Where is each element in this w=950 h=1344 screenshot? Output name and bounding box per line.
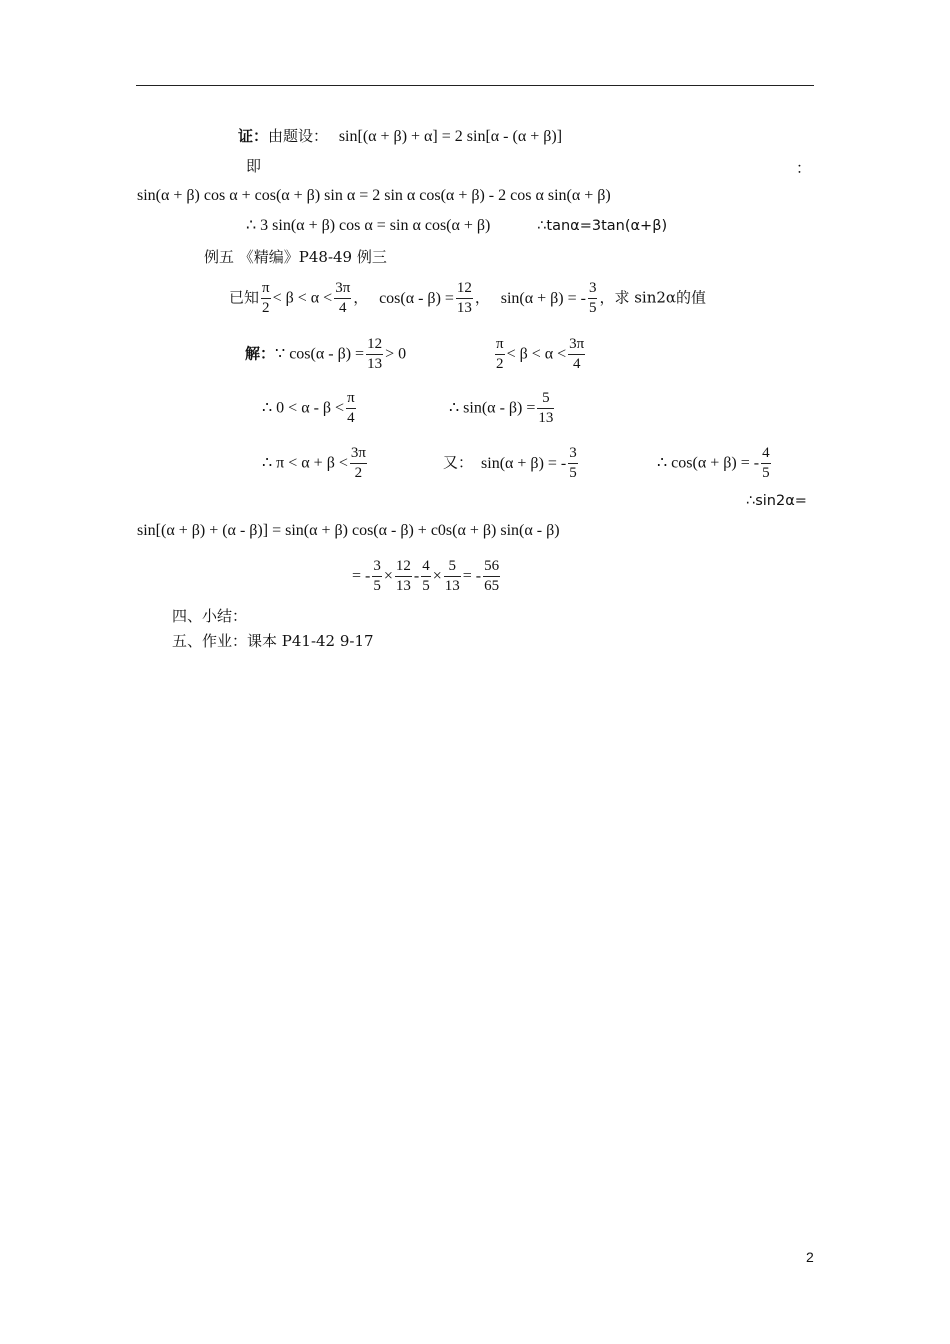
solution-line-2a: ∴ 0 < α - β < $\frac{\pi}{4}$ [262,390,355,426]
fraction-12-over-13: $\frac{12}{13}$ [395,558,411,594]
fraction-3pi-over-4: $\frac{3\pi}{4}$ [335,280,351,316]
solution-range: $\frac{\pi}{2}$ < β < α < $\frac{3\pi}{4}$ [496,336,585,372]
fraction-4-over-5: $\frac{4}{5}$ [422,558,430,594]
proof-colon: ： [796,159,812,177]
solution-because: ∵ cos(α - β) = [275,345,365,363]
proof-line-4 [246,215,667,236]
fraction-3-over-5: $\frac{3}{5}$ [569,445,577,481]
solution-line-3b: 又： sin(α + β) = - $\frac{3}{5}$ [443,445,577,481]
fraction-12-over-13: $\frac{12}{13}$ [367,336,383,372]
header-rule [136,85,814,86]
given-prefix: 已知 [229,288,260,307]
solution-line-3a: ∴ π < α + β < $\frac{3\pi}{2}$ [262,445,366,481]
example-title: 例五 《精编》P48-49 例三 [204,248,387,266]
fraction-pi-over-4: $\frac{\pi}{4}$ [347,390,355,426]
fraction-5-over-13: $\frac{5}{13}$ [444,558,460,594]
homework-line: 五、作业：课本 P41-42 9-17 [172,632,374,650]
solution-sin2a: ∴sin2α= [746,493,807,509]
solution-result: = - $\frac{3}{5}$ × $\frac{12}{13}$ - $\frac{4}{5}$ × $\frac{5}{13}$ = - $\frac{56}{65}$ [352,558,500,594]
solution-line-2b: ∴ sin(α - β) = $\frac{5}{13}$ [449,390,554,426]
solution-line-1 [245,335,406,374]
solution-gt-zero: > 0 [385,345,407,363]
proof-line-1 [238,126,562,147]
solution-expansion: sin[(α + β) + (α - β)] = sin(α + β) cos(α - β) + c0s(α + β) sin(α - β) [137,522,560,539]
fraction-4-over-5: $\frac{4}{5}$ [762,445,770,481]
proof-intro: 由题设： [268,127,329,145]
fraction-pi-over-2: $\frac{\pi}{2}$ [496,336,504,372]
proof-equation-2: sin(α + β) cos α + cos(α + β) sin α = 2 sin α cos(α + β) - 2 cos α sin(α + β) [137,187,611,204]
proof-ji: 即 [246,157,262,175]
given-cos: cos(α - β) = [379,289,454,307]
example-given: 已知 $\frac{\pi}{2}$ < β < α < $\frac{3\pi}{4}$ ， cos(α - β) = $\frac{12}{13}$ ， sin(α + β) = - $\frac{3}{5}$ ，求 sin2α的值 [229,280,707,316]
fraction-12-over-13: $\frac{12}{13}$ [456,280,472,316]
proof-equation-3: ∴ 3 sin(α + β) cos α = sin α cos(α + β) [246,217,491,234]
proof-equation-1: sin[(α + β) + α] = 2 sin[α - (α + β)] [338,128,563,145]
fraction-3-over-5: $\frac{3}{5}$ [588,280,597,316]
given-question: ，求 sin2α的值 [599,288,707,307]
fraction-pi-over-2: $\frac{\pi}{2}$ [262,280,270,316]
solution-label: 解： [245,344,276,363]
given-inequality: < β < α < [272,289,333,307]
summary-heading: 四、小结： [172,607,248,625]
proof-equation-tan: ∴tanα=3tan(α+β) [537,218,668,234]
fraction-56-over-65: $\frac{56}{65}$ [484,558,500,594]
fraction-3pi-over-2: $\frac{3\pi}{2}$ [350,445,366,481]
given-sin: sin(α + β) = - [500,289,586,307]
solution-line-3c: ∴ cos(α + β) = - $\frac{4}{5}$ [657,445,770,481]
fraction-5-over-13: $\frac{5}{13}$ [538,390,554,426]
proof-label: 证： [238,127,269,145]
fraction-3-over-5: $\frac{3}{5}$ [373,558,381,594]
fraction-3pi-over-4: $\frac{3\pi}{4}$ [569,336,585,372]
page-number: 2 [806,1249,814,1265]
